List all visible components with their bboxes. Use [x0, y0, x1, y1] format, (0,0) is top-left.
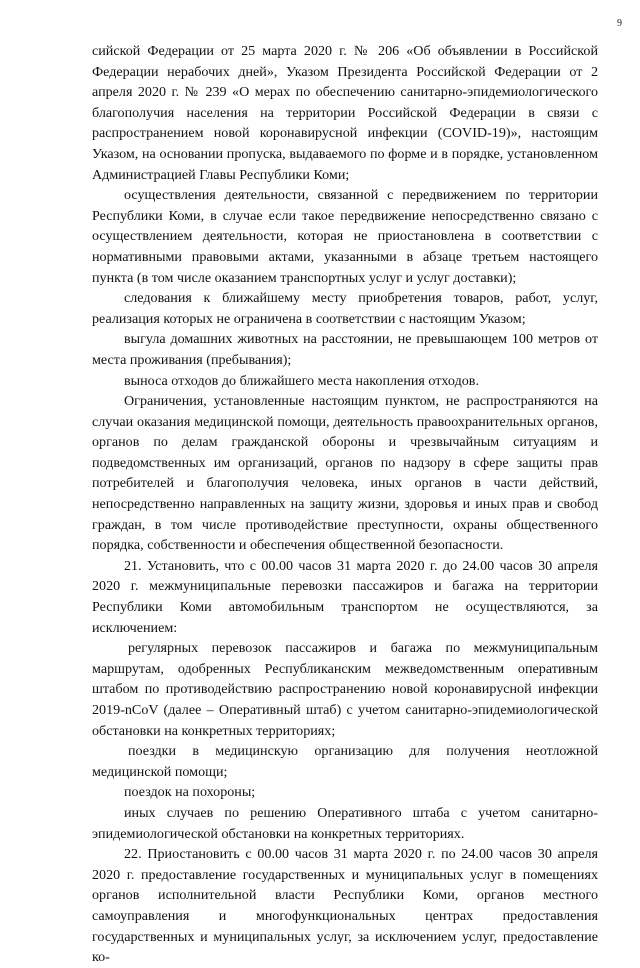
document-body	[92, 41, 598, 968]
paragraph-activity-movement: осуществления деятельности, связанной с передвижением по территории Республики Коми, в случае если такое передвижение непосредственно связано с осуществлением деятельности, которая не приостановлена в соответствии с нормативными правовыми актами, указанными в абзаце третьем настоящего пункта (в том числе оказанием транспортных услуг и услуг доставки);	[92, 187, 598, 286]
paragraph-nearest-shop: следования к ближайшему месту приобретения товаров, работ, услуг, реализация которых не ограничена в соответствии с настоящим Указом;	[92, 290, 598, 327]
paragraph-medical-trips: поездки в медицинскую организацию для получения неотложной медицинской помощи;	[92, 743, 598, 780]
paragraph-regular-transport: регулярных перевозок пассажиров и багажа по межмуниципальным маршрутам, одобренных Республиканским межведомственным оперативным штабом по противодействию распространению новой коронавирусной инфекции 2019-nCoV (далее – Оперативный штаб) с учетом санитарно-эпидемиологической обстановки на конкретных территориях;	[92, 640, 598, 739]
paragraph-continuation: сийской Федерации от 25 марта 2020 г. № 206 «Об объявлении в Российской Федерации нерабочих дней», Указом Президента Российской Федерации от 2 апреля 2020 г. № 239 «О мерах по обеспечению санитарно-эпидемиологического благополучия населения на территории Российской Федерации в связи с распространением новой коронавирусной инфекции (COVID-19)», настоящим Указом, на основании пропуска, выдаваемого по форме и в порядке, установленном Администрацией Главы Республики Коми;	[92, 43, 598, 183]
paragraph-clause-21: 21. Установить, что с 00.00 часов 31 марта 2020 г. до 24.00 часов 30 апреля 2020 г. межмуниципальные перевозки пассажиров и багажа на территории Республики Коми автомобильным транспортом не осуществляются, за исключением:	[92, 557, 598, 636]
paragraph-funerals: поездок на похороны;	[124, 784, 256, 801]
paragraph-restrictions-exceptions: Ограничения, установленные настоящим пунктом, не распространяются на случаи оказания медицинской помощи, деятельность правоохранительных органов, органов по делам гражданской обороны и чрезвычайным ситуациям и подведомственных им организаций, органов по надзору в сфере защиты прав потребителей и благополучия человека, иных органов в части действий, непосредственно направленных на защиту жизни, здоровья и иных прав и свобод граждан, в том числе противодействие преступности, охраны общественного порядка, собственности и обеспечения общественной безопасности.	[92, 393, 598, 554]
paragraph-pet-walking: выгула домашних животных на расстоянии, не превышающем 100 метров от места проживания (пребывания);	[92, 331, 598, 368]
paragraph-other-cases: иных случаев по решению Оперативного штаба с учетом санитарно-эпидемиологической обстановки на конкретных территориях.	[92, 804, 598, 842]
paragraph-clause-22: 22. Приостановить с 00.00 часов 31 марта 2020 г. по 24.00 часов 30 апреля 2020 г. предоставление государственных и муниципальных услуг в помещениях органов исполнительной власти Республики Коми, органов местного самоуправления и многофункциональных центрах предоставления государственных и муниципальных услуг, за исключением услуг, предоставление ко-	[92, 846, 598, 966]
page-number: 9	[617, 18, 622, 29]
paragraph-waste: выноса отходов до ближайшего места накопления отходов.	[124, 372, 479, 389]
